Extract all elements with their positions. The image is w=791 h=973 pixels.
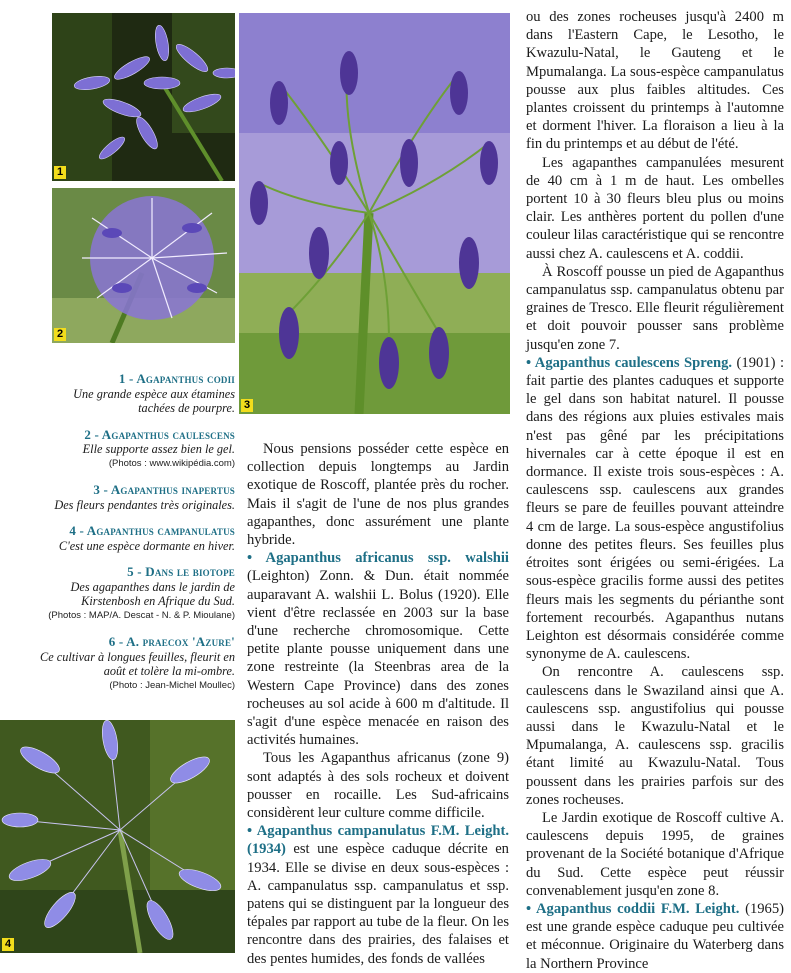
species-heading: Agapanthus caulescens Spreng.: [534, 354, 733, 371]
paragraph-campanulatus: • Agapanthus campanulatus F.M. Leight. (1934) est une espèce caduque décrite en 1934. Elle se divise en deux sous-espèces : A. campanulatus ssp. campanulatus et ssp. patens qui se distinguent par la longueur des tépales par rapport au tube de la fleur. On les rencontre dans des prairies, des falaises et des pentes humides, des fonds de vallées: [247, 823, 509, 967]
paragraph-walshii: • Agapanthus africanus ssp. walshii (Leighton) Zonn. & Dun. était nommée auparavant A. walshii L. Bolus (1920). Elle vient d'être reclassée en 2003 sur la base d'une recherche chromosomique. Cette petite plante pousse uniquement dans une zone restreinte (la Steenbras area de la Western Cape Province) dans des zones rocheuses au sol acide à 600 m d'altitude. Il s'agit d'une espèce menacée en raison des activités humaines.: [247, 550, 509, 749]
photo-captions: [40, 372, 235, 705]
caption-text: Elle supporte assez bien le gel.: [82, 442, 235, 456]
caption-credit: (Photos : www.wikipédia.com): [108, 457, 235, 469]
photo-agapanthus-coddii: [52, 13, 235, 181]
caption-text: Des fleurs pendantes très originales.: [54, 497, 235, 512]
caption-title: 2 - Agapanthus caulescens: [84, 426, 235, 442]
caption-6: [40, 635, 235, 693]
species-text: (1965) est une grande espèce caduque peu cultivée et méconnue. Originaire du Waterberg dans la Northern Province: [526, 900, 784, 972]
photo-agapanthus-caulescens: [52, 188, 235, 343]
paragraph: ou des zones rocheuses jusqu'à 2400 m dans l'Eastern Cape, le Lesotho, le Kwazulu-Natal, le Gauteng et le Mpumalanga. La sous-espèce campanulatus pousse aux plus faibles altitudes. Ces plantes croissent du printemps à l'automne et dorment l'hiver. La floraison a lieu à la fin du printemps et au début de l'été.: [526, 9, 784, 153]
photo-number-1: 1: [54, 166, 66, 179]
caption-text: Ce cultivar à longues feuilles, fleurit en août et tolère la mi-ombre.: [40, 649, 236, 678]
species-heading: Agapanthus coddii F.M. Leight.: [535, 900, 740, 917]
caption-text: Une grande espèce aux étamines tachées de pourpre.: [73, 386, 235, 415]
photo-number-3: 3: [241, 399, 253, 412]
photo-agapanthus-inapertus: [239, 13, 510, 414]
photo-number-2: 2: [54, 328, 66, 341]
species-text: est une espèce caduque décrite en 1934. Elle se divise en deux sous-espèces : A. campanulatus ssp. campanulatus et ssp. patens qui se distinguent par la longueur des tépales par rapport au tube de la fleur. On les rencontre dans des prairies, des falaises et des pentes humides, des fonds de vallées: [247, 841, 509, 967]
paragraph: Le Jardin exotique de Roscoff cultive A. caulescens depuis 1995, de graines provenant de la Société botanique d'Afrique du Sud. Cette espèce peut réussir convenablement jusqu'en zone 8.: [526, 809, 784, 899]
paragraph-coddii: • Agapanthus coddii F.M. Leight. (1965) est une grande espèce caduque peu cultivée et méconnue. Originaire du Waterberg dans la Northern Province: [526, 900, 784, 972]
caption-title: 5 - Dans le biotope: [127, 564, 235, 579]
species-text: (1901) : fait partie des plantes caduques et supporte le gel dans son habitat naturel. Il pousse dans des régions aux pluies estivales mais n'est pas gêné par les précipitations hivernales car à cette époque il est en dormance. Il existe trois sous-espèces : A. caulescens ssp. caulescens aux grandes fleurs se pare de feuilles pouvant atteindre 4 cm de large. La sous-espèce angustifolius donne des petites fleurs. Ses feuilles plus étroites sont érigées ou semi-érigées. La sous-espèce gracilis forme aussi des petites fleurs mais les segments du périanthe sont fortement recourbés. Agapanthus nutans Leighton est désormais considérée comme synonyme de A. caulescens.: [526, 354, 784, 663]
caption-title: 4 - Agapanthus campanulatus: [69, 523, 235, 538]
paragraph-caulescens: • Agapanthus caulescens Spreng. (1901) : fait partie des plantes caduques et supporte le gel dans son habitat naturel. Il pousse dans des régions aux pluies estivales mais n'est pas gêné par les précipitations hivernales car à cette époque il est en dormance. Il existe trois sous-espèces : A. caulescens ssp. caulescens aux grandes fleurs se pare de feuilles pouvant atteindre 4 cm de large. La sous-espèce angustifolius donne des petites fleurs. Ses feuilles plus étroites sont érigées ou semi-érigées. La sous-espèce gracilis forme aussi des petites fleurs mais les segments du périanthe sont fortement recourbés. Agapanthus nutans Leighton est désormais considérée comme synonyme de A. caulescens.: [526, 354, 784, 663]
caption-credit: (Photos : MAP/A. Descat - N. & P. Mioulane): [48, 609, 235, 621]
caption-title: 6 - A. praecox 'Azure': [108, 634, 235, 649]
paragraph: On rencontre A. caulescens ssp. caulescens dans le Swaziland ainsi que A. caulescens ssp. angustifolius qui pousse aussi dans le Kwazulu-Natal et le Mpumalanga, A. caulescens ssp. gracilis étant limité au Kwazulu-Natal. Tous poussent dans les prairies parfois sur des zones rocheuses.: [526, 664, 784, 808]
caption-1: [40, 372, 235, 416]
photo-agapanthus-campanulatus: [0, 720, 235, 953]
paragraph: Tous les Agapanthus africanus (zone 9) sont adaptés à des sols rocheux et doivent pousser en rocaille. Les Sud-africains considèrent leur culture comme difficile.: [247, 750, 509, 822]
paragraph: Les agapanthes campanulées mesurent de 40 cm à 1 m de haut. Les ombelles portent 10 à 30 fleurs bleu plus ou moins clair. Les anthères portent du pollen d'une couleur lilas caractéristique qui se rencontre aussi chez A. caulescens et A. coddii.: [526, 154, 784, 262]
article-column-middle: [247, 440, 509, 968]
species-text: (Leighton) Zonn. & Dun. était nommée auparavant A. walshii L. Bolus (1920). Elle vient d'être reclassée en 2003 sur la base d'une recherche chromosomique. Cette petite plante pousse uniquement dans une zone restreinte (la Steenbras area de la Western Cape Province) dans des zones rocheuses au sol acide à 600 m d'altitude. Il s'agit d'une espèce menacée en raison des activités humaines.: [247, 568, 509, 749]
photo-number-4: 4: [2, 938, 14, 951]
caption-5: [40, 565, 235, 623]
caption-credit: (Photo : Jean-Michel Moullec): [109, 679, 235, 691]
paragraph: Nous pensions posséder cette espèce en collection depuis longtemps au Jardin exotique de Roscoff, plantée près du rocher. Mais il s'agit de l'une de nos plus grandes agapanthes, donc assurément une plante hybride.: [247, 441, 509, 549]
caption-2: [40, 428, 235, 472]
species-heading: Agapanthus campanulatus F.M. Leight. (1934): [247, 823, 509, 858]
caption-text: Des agapanthes dans le jardin de Kirstenbosh en Afrique du Sud.: [70, 579, 235, 608]
caption-title: 1 - Agapanthus codii: [118, 371, 235, 386]
caption-3: [40, 483, 235, 512]
caption-title: 3 - Agapanthus inapertus: [93, 482, 235, 497]
article-column-right: [526, 8, 784, 973]
caption-4: [40, 524, 235, 553]
caption-text: C'est une espèce dormante en hiver.: [58, 538, 235, 553]
species-heading: Agapanthus africanus ssp. walshii: [265, 550, 509, 567]
paragraph: À Roscoff pousse un pied de Agapanthus campanulatus ssp. campanulatus obtenu par graines de Tresco. Elle fleurit régulièrement et doit pouvoir pousser sans problème jusqu'en zone 7.: [526, 263, 784, 353]
